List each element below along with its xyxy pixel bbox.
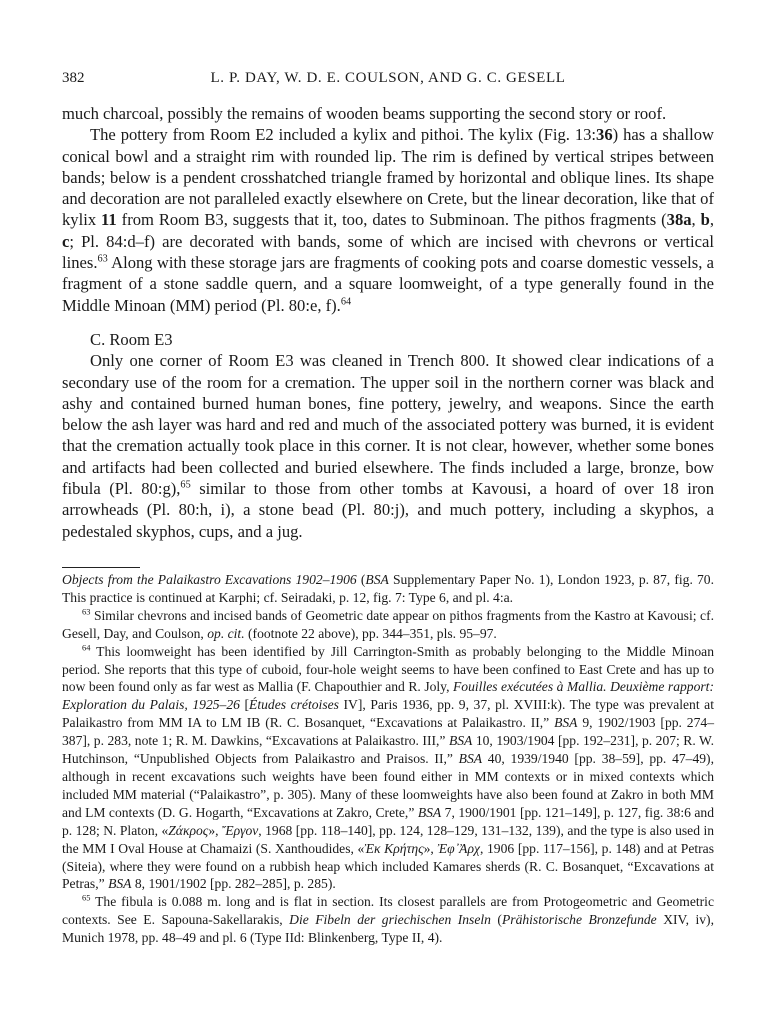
running-head: L. P. DAY, W. D. E. COULSON, AND G. C. GESELL bbox=[210, 70, 566, 86]
footnote-65: $^{65}$ The fibula is 0.088 m. long and is flat in section. Its closest parallels are from Protogeometric and Geometric contexts. See E. Sapouna-Sakellarakis, Die Fibeln der griechischen Inseln (Prähistorische Bronzefunde XIV, iv), Munich 1978, pp. 48–49 and pl. 6 (Type IId: Blinkenberg, Type II, 4). bbox=[62, 892, 714, 946]
footnote-divider bbox=[62, 567, 140, 568]
footnote-continued: Objects from the Palaikastro Excavations 1902–1906 (BSA Supplementary Paper No. 1), London 1923, p. 87, fig. 70. This practice is continued at Karphi; cf. Seiradaki, p. 12, fig. 7: Type 6, and pl. 4:a. bbox=[62, 572, 714, 605]
footnote-number: 65 bbox=[82, 892, 91, 903]
footnote-63: $^{63}$ Similar chevrons and incised bands of Geometric date appear on pithos fragments from the Kastro at Kavousi; cf. Gesell, Day, and Coulson, op. cit. (footnote 22 above), pp. 344–351, pls. 95–97. bbox=[62, 606, 714, 641]
page-number: 382 bbox=[62, 70, 85, 86]
footnote-64: $^{64}$ This loomweight has been identified by Jill Carrington-Smith as probably belonging to the Middle Minoan period. She reports that this type of cuboid, four-hole weight seems to have been confined to East Crete and has up to now been found only as far west as Mallia (F. Chapouthier and R. Joly, Fouilles exécutées à Mallia. Deuxième rapport: Exploration du Palais, 1925–26 [Études crétoises IV], Paris 1936, pp. 9, 37, pl. XVIII:k). The type was prevalent at Palaikastro from MM IA to LM IB (R. C. Bosanquet, “Excavations at Palaikastro. II,” BSA 9, 1902/1903 [pp. 274–387], p. 283, note 1; R. M. Dawkins, “Excavations at Palaikastro. III,” BSA 10, 1903/1904 [pp. 192–231], p. 207; R. W. Hutchinson, “Unpublished Objects from Palaikastro and Praisos. II,” BSA 40, 1939/1940 [pp. 38–59], pp. 47–49), although in recent excavations such weights have been found either in MM contexts or in mixed contexts which included MM material (“Palaikastro”, p. 305). Many of these loomweights have also been found at Zakro in both MM and LM contexts (D. G. Hogarth, “Excavations at Zakro, Crete,” BSA 7, 1900/1901 [pp. 121–149], p. 127, fig. 38:6 and p. 128; N. Platon, «Ζάκρος», Ἔργον, 1968 [pp. 118–140], pp. 124, 128–129, 131–132, 139), and the type is also used in the MM I Oval House at Chamaizi (S. Xanthoudides, «Ἐκ Κρήτης», Ἐφ᾽Ἀρχ, 1906 [pp. 117–156], p. 148) and at Petras (Siteia), where they were found on a rubbish heap which included Kamares sherds (R. C. Bosanquet, “Excavations at Petras,” BSA 8, 1901/1902 [pp. 282–285], p. 285). bbox=[62, 642, 715, 892]
page-header bbox=[62, 70, 714, 92]
section-heading: C. Room E3 bbox=[90, 329, 173, 349]
footnote-ref-64[interactable]: 64 bbox=[340, 296, 352, 308]
footnote-ref-65[interactable]: 65 bbox=[180, 479, 191, 491]
footnote-number: 64 bbox=[82, 642, 91, 653]
main-text bbox=[62, 103, 714, 542]
footnote-ref-63[interactable]: 63 bbox=[97, 253, 108, 265]
footnote-number: 63 bbox=[82, 606, 91, 617]
paragraph-room-e2: The pottery from Room E2 included a kylix and pithoi. The kylix (Fig. 13:36) has a shallow conical bowl and a straight rim with rounded lip. The rim is defined by vertical stripes between bands; below is a pendent crosshatched triangle framed by horizontal and oblique lines. Its shape and decoration are not paralleled exactly elsewhere on Crete, but the linear decoration, like that of kylix 11 from Room B3, suggests that it, too, dates to Subminoan. The pithos fragments (38a, b, c; Pl. 84:d–f) are decorated with bands, some of which are incised with chevrons or vertical lines.$^{63}$ Along with these storage jars are fragments of cooking pots and coarse domestic vessels, a fragment of a stone saddle quern, and a square loomweight, of a type generally found in the Middle Minoan (MM) period (Pl. 80:e, f).$^{64}$ bbox=[62, 125, 715, 315]
paragraph-continued: much charcoal, possibly the remains of wooden beams supporting the second story or roof. bbox=[62, 104, 667, 123]
paragraph-room-e3: Only one corner of Room E3 was cleaned in Trench 800. It showed clear indications of a secondary use of the room for a cremation. The upper soil in the northern corner was black and ashy and contained burned human bones, fine pottery, jewelry, and weapons. Since the earth below the ash layer was hard and red and much of the associated pottery was burned, it is evident that the cremation actually took place in this corner. It is not clear, however, whether some bones and artifacts had been collected and buried elsewhere. The finds included a large, bronze, bow fibula (Pl. 80:g),$^{65}$ similar to those from other tombs at Kavousi, a hoard of over 18 iron arrowheads (Pl. 80:h, i), a stone bead (Pl. 80:j), and much pottery, including a skyphos, a pedestaled skyphos, cups, and a jug. bbox=[62, 351, 714, 541]
footnotes bbox=[62, 571, 714, 947]
